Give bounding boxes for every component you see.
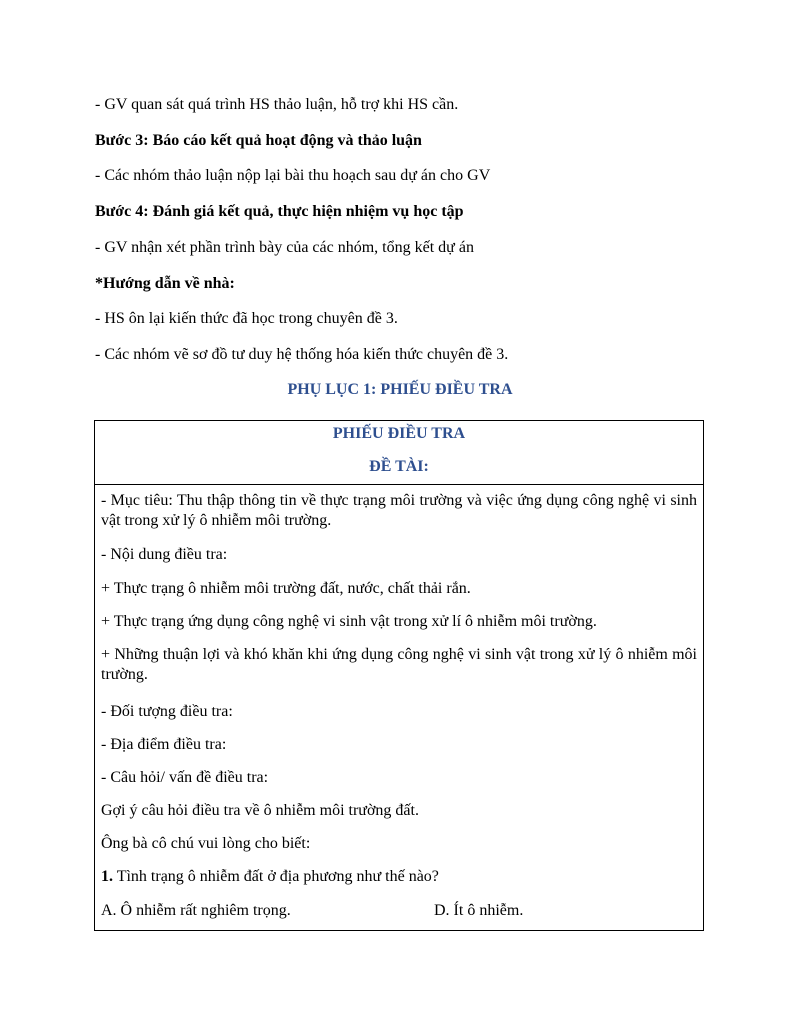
gv-observe-line: - GV quan sát quá trình HS thảo luận, hỗ trợ khi HS cần. bbox=[95, 96, 459, 113]
mind-map-line: - Các nhóm vẽ sơ đồ tư duy hệ thống hóa kiến thức chuyên đề 3. bbox=[95, 346, 509, 363]
survey-location: - Địa điểm điều tra: bbox=[101, 736, 227, 753]
survey-box bbox=[94, 420, 704, 931]
survey-header-divider bbox=[95, 484, 703, 485]
survey-objective: - Mục tiêu: Thu thập thông tin về thực trạng môi trường và việc ứng dụng công nghệ vi sinh vật trong xử lý ô nhiễm môi trường. bbox=[101, 492, 697, 529]
answer-d: D. Ít ô nhiễm. bbox=[434, 902, 524, 919]
answer-a: A. Ô nhiễm rất nghiêm trọng. bbox=[101, 902, 291, 919]
survey-title: PHIẾU ĐIỀU TRA bbox=[332, 425, 466, 442]
survey-questions: - Câu hỏi/ vấn đề điều tra: bbox=[101, 769, 269, 786]
review-knowledge-line: - HS ôn lại kiến thức đã học trong chuyên đề 3. bbox=[95, 310, 398, 327]
question-1-text: Tình trạng ô nhiễm đất ở địa phương như thế nào? bbox=[113, 868, 439, 885]
question-1 bbox=[101, 867, 697, 887]
step-4-heading: Bước 4: Đánh giá kết quả, thực hiện nhiệm vụ học tập bbox=[95, 203, 464, 220]
survey-greeting: Ông bà cô chú vui lòng cho biết: bbox=[101, 835, 311, 852]
survey-content-1: + Thực trạng ô nhiễm môi trường đất, nước, chất thải rắn. bbox=[101, 580, 471, 597]
appendix-title: PHỤ LỤC 1: PHIẾU ĐIỀU TRA bbox=[287, 381, 513, 398]
survey-content-2: + Thực trạng ứng dụng công nghệ vi sinh vật trong xử lí ô nhiễm môi trường. bbox=[101, 613, 597, 630]
homework-heading: *Hướng dẫn về nhà: bbox=[95, 275, 235, 292]
question-1-number: 1. bbox=[101, 868, 113, 885]
question-1-answers bbox=[101, 901, 697, 921]
survey-topic: ĐỀ TÀI: bbox=[369, 458, 429, 475]
step-3-heading: Bước 3: Báo cáo kết quả hoạt động và thảo luận bbox=[95, 132, 422, 149]
groups-submit-line: - Các nhóm thảo luận nộp lại bài thu hoạch sau dự án cho GV bbox=[95, 167, 491, 184]
survey-content-3: + Những thuận lợi và khó khăn khi ứng dụng công nghệ vi sinh vật trong xử lý ô nhiễm môi trường. bbox=[101, 646, 697, 683]
gv-comment-line: - GV nhận xét phần trình bày của các nhóm, tổng kết dự án bbox=[95, 239, 474, 256]
survey-suggestion: Gợi ý câu hỏi điều tra về ô nhiễm môi trường đất. bbox=[101, 802, 419, 819]
survey-subjects: - Đối tượng điều tra: bbox=[101, 703, 233, 720]
survey-content-heading: - Nội dung điều tra: bbox=[101, 546, 228, 563]
